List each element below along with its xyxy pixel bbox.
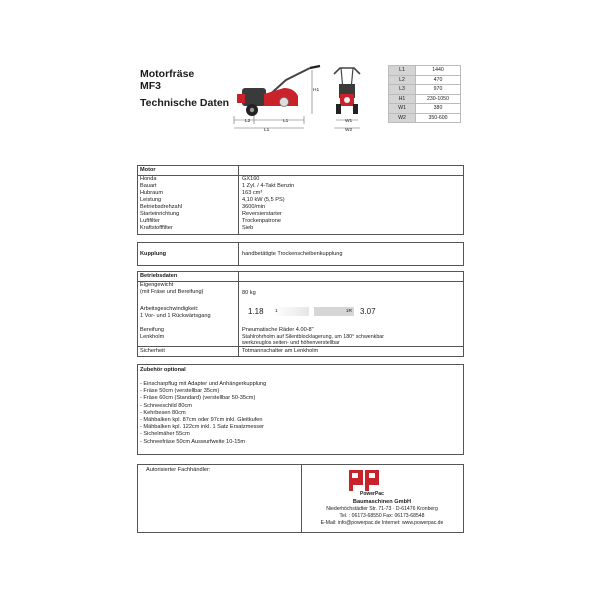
betriebsdaten-section — [137, 271, 464, 357]
zubehoer-item: - Kehrbesen 80cm — [140, 409, 186, 416]
column-divider — [238, 166, 239, 234]
zubehoer-item: - Fräse 60cm (Standard) (verstellbar 50-35cm) — [140, 395, 256, 402]
gear-forward-speed: 1.18 — [248, 307, 264, 316]
motor-row-label: Bauart — [140, 183, 157, 189]
dimension-value: 350-600 — [416, 113, 461, 123]
motor-row-value: 4,10 kW (5,5 PS) — [242, 197, 285, 203]
dealer-label: Autorisierter Fachhändler: — [146, 467, 211, 473]
motor-row-label: Luftfilter — [140, 218, 160, 224]
motor-row-value: 163 cm³ — [242, 190, 263, 196]
motor-row-label: Betriebsdrehzahl — [140, 204, 182, 210]
company-brand: PowerPac — [360, 491, 384, 497]
lenkholm-label: Lenkholm — [140, 333, 165, 340]
dimension-key: W1 — [389, 104, 416, 114]
model-name: MF3 — [140, 80, 161, 92]
dimension-value: 970 — [416, 85, 461, 95]
dimension-key: L1 — [389, 66, 416, 76]
motor-section — [137, 165, 464, 235]
lenkholm-value-line2: werkzeuglos seiten- und höhenverstellbar — [242, 339, 340, 346]
sicherheit-label: Sicherheit — [140, 348, 165, 354]
dimension-row — [389, 66, 461, 76]
column-divider — [238, 272, 239, 356]
betrieb-header-bar — [138, 272, 463, 282]
motor-row-value: Trockenpatrone — [242, 218, 281, 224]
eigengewicht-value: 80 kg — [242, 290, 256, 296]
dimension-row — [389, 94, 461, 104]
sicherheit-divider — [138, 346, 463, 347]
zubehoer-item: - Schneeschild 80cm — [140, 402, 192, 409]
zubehoer-item: - Mähbalken kpl. 122cm inkl. 1 Satz Ersatzmesser — [140, 424, 265, 431]
zubehoer-section — [137, 364, 464, 455]
dimension-key: W2 — [389, 113, 416, 123]
arbeit-sublabel: 1 Vor- und 1 Rückwärtsgang — [140, 312, 211, 319]
company-address: Niederhöchstädter Str. 71-73 · D-61476 Kronberg — [326, 506, 438, 512]
motor-row-label: Leistung — [140, 197, 162, 203]
bereifung-value: Pneumatische Räder 4.00-8" — [242, 327, 314, 333]
kupplung-label: Kupplung — [140, 251, 167, 257]
gear-reverse-speed: 3.07 — [360, 307, 376, 316]
machine-drawing — [226, 58, 386, 138]
motor-row-value: 1 Zyl. / 4-Takt Benzin — [242, 183, 295, 189]
motor-header-bar — [138, 166, 463, 176]
zubehoer-heading: Zubehör optional — [140, 367, 186, 373]
zubehoer-item: - Einscharpflug mit Adapter und Anhängerkupplung — [140, 381, 267, 387]
drawing-label-l3: L1 — [283, 119, 289, 124]
kupplung-section — [137, 242, 464, 266]
drawing-label-w2: W2 — [345, 128, 353, 133]
kupplung-value: handbetätigte Trockenscheibenkupplung — [242, 251, 343, 257]
motor-row-label: Kraftstofffilter — [140, 225, 173, 231]
company-web: E-Mail: info@powerpac.de Internet: www.powerpac.de — [320, 520, 444, 526]
drawing-label-l1: L1 — [264, 128, 270, 133]
motor-row-value: GX160 — [242, 176, 260, 182]
dimension-key: L2 — [389, 75, 416, 85]
footer-section — [137, 464, 464, 533]
gear-forward-marker: 1 — [275, 309, 278, 314]
zubehoer-item: - Fräse 50cm (verstellbar 35cm) — [140, 388, 220, 395]
company-name: Baumaschinen GmbH — [352, 499, 412, 505]
dimension-row — [389, 85, 461, 95]
section-title: Technische Daten — [140, 97, 230, 109]
dimension-value: 380 — [416, 104, 461, 114]
eigengewicht-label: Eigengewicht — [140, 282, 174, 288]
dimension-value: 230-1050 — [416, 94, 461, 104]
dimension-value: 1440 — [416, 66, 461, 76]
column-divider — [238, 243, 239, 265]
powerpac-logo — [347, 467, 383, 493]
motor-row-value: Reversierstarter — [242, 211, 282, 217]
gear-forward-bar — [273, 307, 309, 316]
betrieb-heading: Betriebsdaten — [140, 273, 178, 279]
drawing-label-w1: W1 — [345, 119, 353, 124]
arbeit-label: Arbeitsgeschwindigkeit: — [140, 306, 199, 312]
dimensions-table — [388, 65, 461, 123]
dimension-value: 470 — [416, 75, 461, 85]
dimension-row — [389, 113, 461, 123]
eigengewicht-sublabel: (mit Fräse und Bereifung) — [140, 288, 204, 295]
bereifung-label: Bereifung — [140, 327, 164, 333]
motor-row-label: Hubraum — [140, 190, 164, 196]
drawing-label-l2: L2 — [245, 119, 251, 124]
lenkholm-value-line1: Stahlrohrholm auf Silentblocklagerung, um 180° schwenkbar — [242, 333, 384, 340]
motor-row-label: Starteinrichtung — [140, 211, 180, 217]
dimension-key: H1 — [389, 94, 416, 104]
zubehoer-item: - Sichelmäher 55cm — [140, 431, 190, 438]
motor-row-value: 3600/min — [242, 204, 266, 210]
drawing-label-h1: H1 — [313, 88, 320, 93]
motor-row-label: Honda — [140, 176, 157, 182]
product-title: Motorfräse — [140, 68, 195, 80]
dimension-row — [389, 75, 461, 85]
gear-reverse-bar — [314, 307, 354, 316]
zubehoer-item: - Mähbalken kpl. 87cm oder 97cm inkl. Gleitkufen — [140, 417, 263, 423]
company-phone: Tel. : 06173-68550 Fax: 06173-68548 — [339, 513, 425, 519]
motor-heading: Motor — [140, 167, 156, 173]
dimension-key: L3 — [389, 85, 416, 95]
dimension-row — [389, 104, 461, 114]
zubehoer-item: - Schneefräse 50cm Auswurfweite 10-15m — [140, 438, 246, 445]
gear-reverse-marker: 1R — [345, 309, 352, 314]
sicherheit-value: Totmannschalter am Lenkholm — [242, 348, 319, 354]
motor-row-value: Sieb — [242, 225, 254, 231]
